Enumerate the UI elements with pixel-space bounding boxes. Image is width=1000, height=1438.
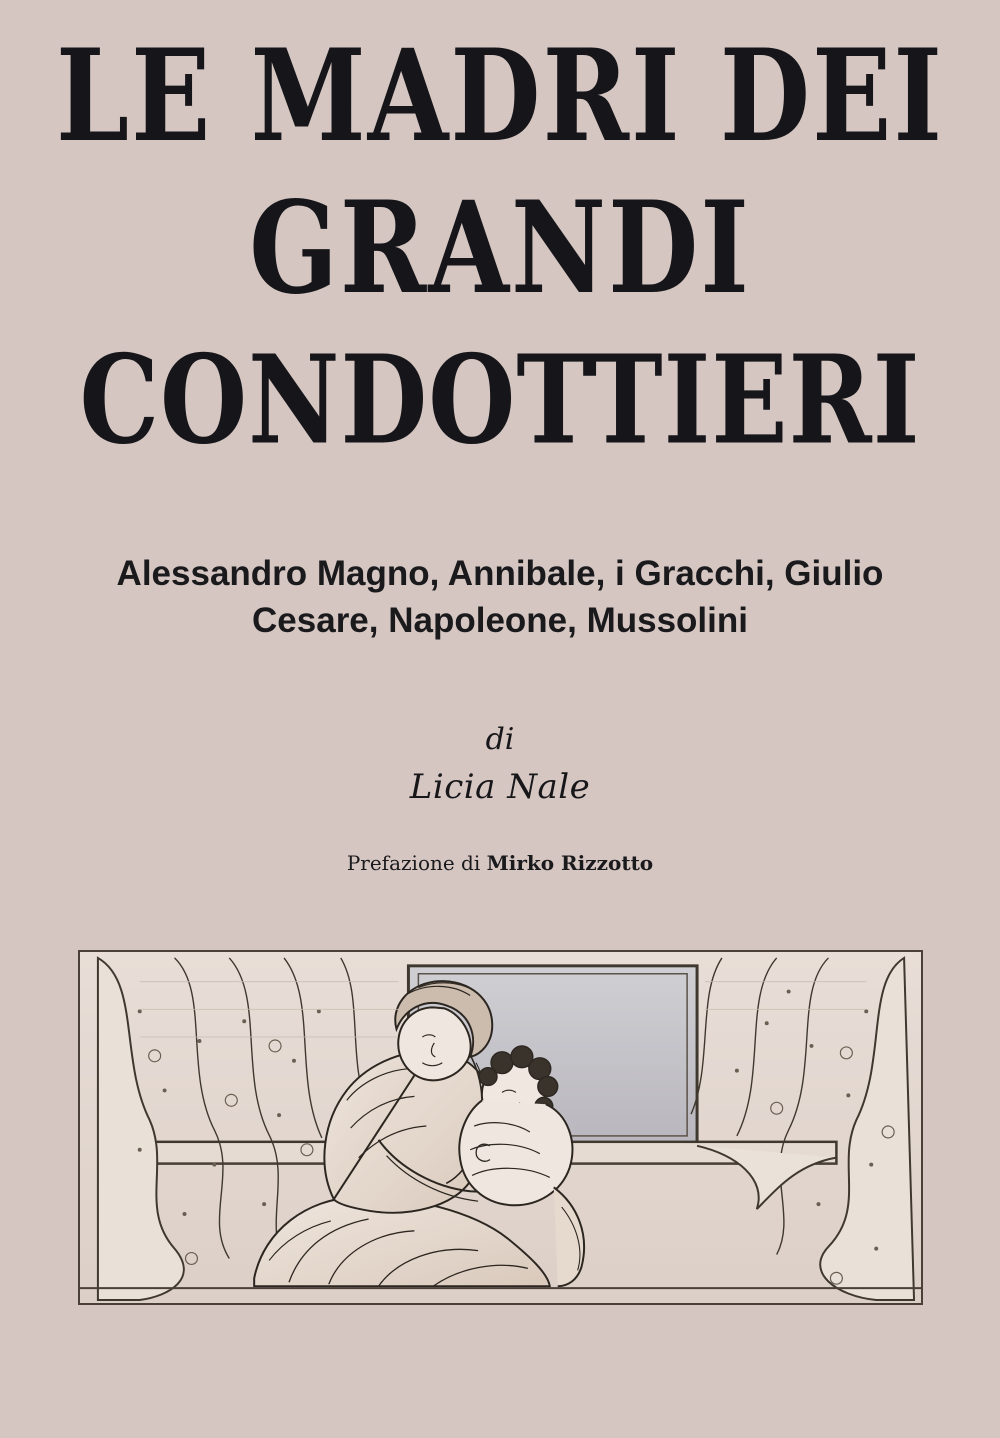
- byline-prefix: di: [485, 722, 515, 758]
- title-block: [0, 20, 1000, 472]
- preface-author: Mirko Rizzotto: [486, 851, 654, 876]
- illustration-drawing: [80, 952, 921, 1303]
- title-line-2: GRANDI: [249, 172, 751, 323]
- preface-prefix: Prefazione di: [346, 851, 487, 876]
- subtitle: Alessandro Magno, Annibale, i Gracchi, Giulio Cesare, Napoleone, Mussolini: [116, 553, 884, 641]
- cover-illustration: [78, 950, 923, 1305]
- title-line-3: CONDOTTIERI: [79, 327, 921, 472]
- title-line-1: LE MADRI DEI: [56, 20, 944, 171]
- preface-credit: [347, 851, 653, 875]
- author-name: Licia Nale: [409, 767, 591, 808]
- byline: [410, 722, 590, 807]
